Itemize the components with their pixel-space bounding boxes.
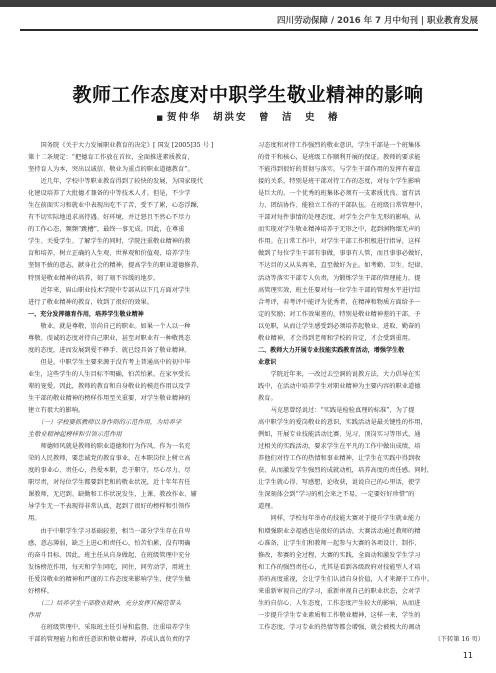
text-line: 养的高度重视，会让学生们认清自身价值，人才来源于工作中。 <box>258 575 433 583</box>
text-line: 合考评，若考评中能评为优秀者，在精神和物质方面给予一 <box>258 298 421 306</box>
text-line: 践中，在活动中培养学生对职业精神为主要内容的职业道德 <box>258 382 421 390</box>
text-line: 而实现对学生敬业精神培养于无形之中，起到润物细无声的 <box>258 226 421 234</box>
text-line: 不能得到很好的贯彻与落实，与学生干部作用的发挥有着直 <box>258 166 421 174</box>
text-line: 一步提升学生专业素质和工作敬业精神，这样一来，学生的 <box>258 611 421 619</box>
text-line: 干部的管理能力和责任意识和敬业精神，养成认真负责的学 <box>28 635 191 643</box>
text-line: 辈的宠爱。因此，教师的教育和自身敬业的模范作用以及学 <box>28 382 191 390</box>
text-line: 的工作心态，频频“跳槽”，最终一事无成。因此，在尊重 <box>28 226 185 234</box>
left-text-column <box>28 140 254 646</box>
text-line: 职尽责，对每位学生都要到老和的敬业状况，近十年年有任 <box>28 479 191 487</box>
text-line: 接的关系，特别是班干部对待工作的态度，对每个学生影响 <box>258 178 421 186</box>
text-line: 特别是敬业精神的培养，刻了刻不容缓的地步。 <box>28 274 160 282</box>
text-line: 业生，这些学生的人生目标不明确，怕苦怕累，在家享受长 <box>28 370 191 378</box>
text-line: 近年来，眉山职业技术学院中专部从以下几方面对学生 <box>28 286 191 294</box>
text-line: 来重新审视自己的学习，重新审视自己的职业状态，会对学 <box>258 587 421 595</box>
article-authors <box>0 109 496 123</box>
text-line: 修改，参赛的全过程，大赛的实践，全面动和激发学生学习 <box>258 551 421 559</box>
text-line: 让学生就心得、写感想，论收获，说说自己的心里话，使学 <box>258 479 421 487</box>
text-line: 荣的人民教师，要忠诚党的教育事业，在本职岗位上树立高 <box>28 455 191 463</box>
article-title: 教师工作态度对中职学生敬业精神的影响 <box>72 84 424 106</box>
text-line: 马克思曾经说过：“实践是检验真理的标准”，为了提 <box>258 407 415 415</box>
text-line: 工作态度，学习专业的热情等都会增强，就会被极大的调动 <box>258 623 421 631</box>
right-text-column <box>258 140 484 646</box>
text-line: 感，意志薄弱，缺乏上进心和责任心，怕苦怕累，没有明确 <box>28 539 191 547</box>
text-line: 道理。 <box>258 503 277 511</box>
continued-note: （下转第 16 页） <box>434 635 484 643</box>
text-line: 教育。 <box>258 394 277 402</box>
text-line: 的奋斗目标。因此，班主任从自身做起，在班级管理中充分 <box>28 551 191 559</box>
square-bullet-icon: ■ <box>156 114 164 122</box>
header-divider <box>20 29 478 31</box>
text-line: 生的自信心、人生态度，工作态度产生较大的影响，从而进 <box>258 599 421 607</box>
text-line: 度的事业心、责任心，热爱本职，忠于职守，尽心尽力，尽 <box>28 467 191 475</box>
text-line: 化建设培养了大批德才兼备的中等技术人才。但是，不少学 <box>28 190 191 198</box>
text-line: （二）培养学生干部敬业精神，充分发挥其模范带头 <box>28 599 182 607</box>
text-line: 学生、关爱学生、了解学生的同时，学院注重敬业精神的教 <box>28 238 191 246</box>
text-line: 尊敬、虔诚的态度对待自己职业，甚至对职业有一种敬畏态 <box>28 334 191 342</box>
text-line: 不达目的又从头再来，直至做好为止。如考勤、卫生、纪律、 <box>258 262 427 270</box>
text-line: 度的态度，进而发展到爱不释手、就已经具备了敬业精神。 <box>28 346 191 354</box>
text-line: 二、教师大力开展专业技能实践教育活动，增强学生敬 <box>258 346 405 354</box>
text-line: 发扬榜范作用，每天和学生同吃，同住，同劳动学，用班主 <box>28 563 191 571</box>
text-line: 在班级管理中，采取班主任引导和监督，注重培养学生 <box>28 623 191 631</box>
text-line: 活动等落实干部专人负责，为锻炼学生干部的管理能力，提 <box>258 274 421 282</box>
text-line: 心准备，让学生们和教师一起参与大赛的各项设计、制作、 <box>258 539 421 547</box>
text-line: 获，从而激发学生强烈的成就动机，培养高度的责任感。同时， <box>258 467 433 475</box>
text-line: 建立有很大的影响。 <box>28 407 85 415</box>
text-line: 以免职，从而让学生感受到必须培养起敬业、进取、勤奋的 <box>258 322 421 330</box>
text-line: 有不切实际地追求高待遇、好环境，并迁怒且不然心不尽力 <box>28 214 191 222</box>
text-line: 和增强职业幸福感也是很好的活动。大赛活动通过教师的精 <box>258 527 421 535</box>
text-line: 学院近年来，一改过去空洞的说教方法，大力倡导在实 <box>258 370 421 378</box>
page-number: 11 <box>462 651 473 660</box>
text-line: 育和培养，树立正确的人生观、世界观和价值观，培养学生 <box>28 250 191 258</box>
text-line: 第十二条规定：“把德育工作放在首位，全面推进素质教育， <box>28 154 194 162</box>
text-line: 养他们对待工作的热情和事业精神，让学生在实践中得到收 <box>258 455 421 463</box>
text-line: 的骨干和核心，是班级工作顺利开展的保证。教师的要求能 <box>258 154 421 162</box>
text-line: 生在前面实习和就业中表现出吃不了苦，受不了累，心态浮躁， <box>28 202 203 210</box>
text-line: 作用 <box>28 611 41 619</box>
text-line: 用。 <box>28 515 41 523</box>
text-line: 但是，中职学生主要来源于没有考上普通高中的初中毕 <box>28 358 191 366</box>
text-line: 导学生无一不表现得非常认真，起到了很好的榜样和引领作 <box>28 503 191 511</box>
text-line: 课教师，无迟到、缺勤和工作状况发生，上课、教改作业、辅 <box>28 491 197 499</box>
text-line: 和工作的强烈责任心，尤其是看到各级政府对技能型人才培 <box>258 563 421 571</box>
text-line: 作用。在日常工作中，对学生干部工作积极进行指导，这样 <box>258 238 421 246</box>
text-line: 高管理实效，班主任要对每一位学生干部的管理水平进行综 <box>258 286 421 294</box>
text-line: 习态度和对待工作强烈的敬业意识，学生干部是一个班集体 <box>258 142 421 149</box>
text-line: 力、团结协作、能独立工作的干部队伍。在班级日常管理中， <box>258 202 427 210</box>
text-line: 高中职学生的爱岗敬业的意识，实践活动是最关键性的作用， <box>258 419 427 427</box>
text-line: 一、充分发挥德育作用，培养学生敬业精神 <box>28 310 144 318</box>
text-line: 坚持育人为本，突出以诚信、敬业为重点的职业道德教育”。 <box>28 166 194 174</box>
text-line: 干部对每件事情的处理态度，对学生会产生无形的影响，从 <box>258 214 421 222</box>
text-line: 是巨大的。一个优秀的班集体必须有一支素质优良、富有活 <box>258 190 421 198</box>
text-line: 生干部的敬业精神的榜样作用至关重要，对学生敬业精神的 <box>28 394 191 402</box>
text-line: 例如，开展专业技能活动比赛、见习、顶岗实习等形式，通 <box>258 431 421 439</box>
text-line: 由于中职学生学习基础较差，相当一部分学生存在自卑 <box>28 527 191 535</box>
author-names: 贺仲华 胡洪安 曾 洁 史 椿 <box>167 112 340 123</box>
text-line: 师德师风就是教师的职业道德和行为作风，作为一名充 <box>28 443 191 451</box>
text-line: （一）学校要抓教师以身作则的示范作用，为培养学 <box>28 419 182 427</box>
text-line: 业意识 <box>258 358 277 366</box>
text-line: 过相关的实践活动，要求学生在平凡的工作中做出成绩，培 <box>258 443 421 451</box>
text-line: 近几年，学校中等职业教育得到了较快的发展，为国家现代 <box>28 178 203 186</box>
text-line: 生敬业精神起榜样和引领示范作用 <box>28 431 122 439</box>
journal-header: 四川劳动保障 / 2016 年 7 月中旬刊 | 职业教育发展 <box>277 16 478 26</box>
text-line: 生深刻体会到“学习的机会来之不易，一定要好好珍惜”的 <box>258 491 415 499</box>
text-line: 同样，学校每年举办的技能大赛对于提升学生就业能力 <box>258 515 421 523</box>
text-line: 定的奖励；对工作效果差的，特别是敬业精神差的干部，予 <box>258 310 421 318</box>
top-decorative-bar <box>0 0 496 7</box>
text-line: 进行了敬业精神的教育，收到了很好的效果。 <box>28 298 153 306</box>
text-line: 敬业精神，才会得到老师和学校的肯定，才会受到重用。 <box>258 334 415 342</box>
text-line: 好榜样。 <box>28 587 53 595</box>
text-line: 坚韧不拔的意志，献身社会的精神，提高学生的职业道德修养， <box>28 262 203 270</box>
text-line: 敬业，就是尊敬，崇尚自己的职业。如果一个人以一种 <box>28 322 191 330</box>
text-line: 国务院《关于大力发展职业教育的决定》[ 国发 [2005]35 号 ] <box>28 142 214 149</box>
text-line: 任爱岗敬业的精神和严谨的工作态度来影响学生，使学生做 <box>28 575 191 583</box>
text-line: 做到了每位学生干部有事做，事事有人管，而且事事必做好， <box>258 250 427 258</box>
